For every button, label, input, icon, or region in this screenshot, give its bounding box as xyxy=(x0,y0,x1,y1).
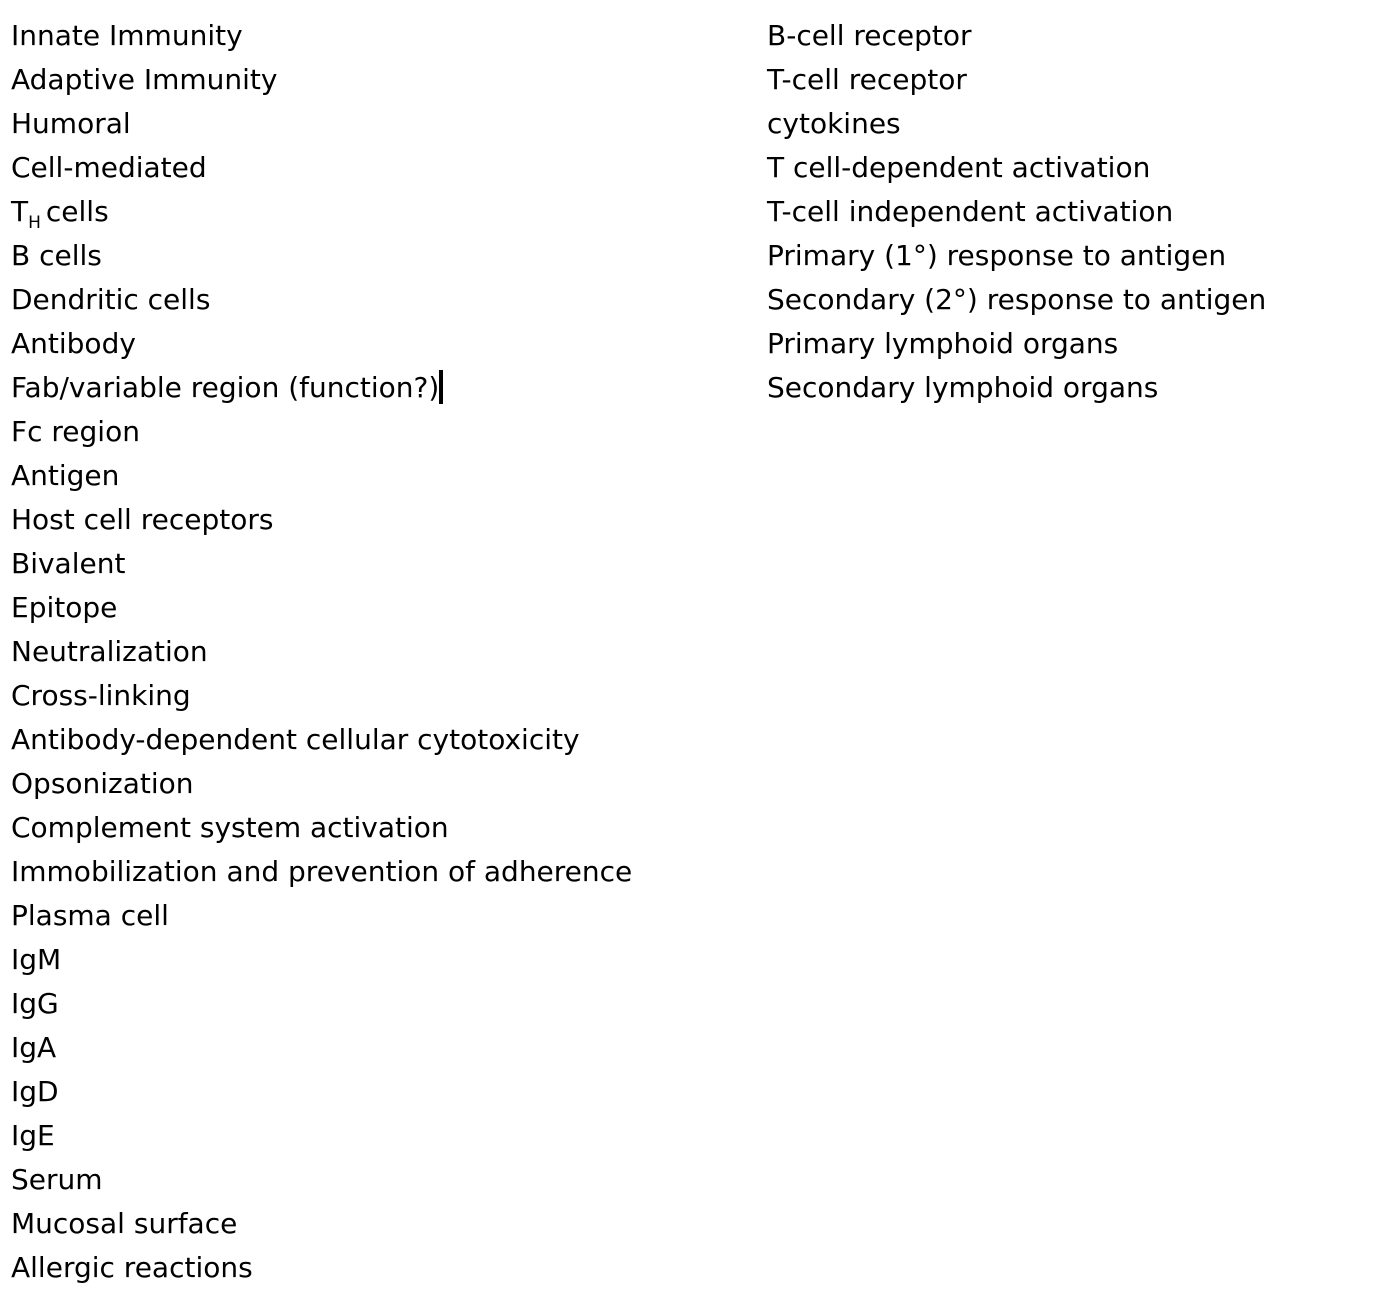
term-line[interactable]: Plasma cell xyxy=(11,899,169,932)
th-base: T xyxy=(11,195,29,228)
th-suffix: cells xyxy=(45,195,109,228)
term-line[interactable]: Dendritic cells xyxy=(11,283,211,316)
term-line[interactable]: Secondary (2°) response to antigen xyxy=(767,283,1267,316)
text-cursor xyxy=(439,370,443,404)
term-line[interactable]: Cell-mediated xyxy=(11,151,207,184)
term-line[interactable]: IgG xyxy=(11,987,59,1020)
term-line[interactable]: IgM xyxy=(11,943,62,976)
term-line[interactable]: Cross-linking xyxy=(11,679,191,712)
term-line[interactable]: Immobilization and prevention of adherence xyxy=(11,855,633,888)
term-line[interactable]: Mucosal surface xyxy=(11,1207,238,1240)
term-line[interactable]: Antigen xyxy=(11,459,120,492)
term-line[interactable]: T-cell receptor xyxy=(767,63,967,96)
term-line-th-cells[interactable] xyxy=(11,190,751,234)
term-line[interactable]: Bivalent xyxy=(11,547,126,580)
right-term-column xyxy=(767,14,1377,410)
term-line[interactable]: T-cell independent activation xyxy=(767,195,1174,228)
term-line[interactable]: Primary (1°) response to antigen xyxy=(767,239,1227,272)
term-line[interactable]: Antibody xyxy=(11,327,136,360)
term-line[interactable]: Innate Immunity xyxy=(11,19,243,52)
term-line[interactable]: T cell-dependent activation xyxy=(767,151,1151,184)
term-line[interactable]: Host cell receptors xyxy=(11,503,274,536)
th-subscript: H xyxy=(28,213,41,233)
term-line[interactable]: Adaptive Immunity xyxy=(11,63,278,96)
term-line[interactable]: Serum xyxy=(11,1163,103,1196)
term-line-with-caret[interactable] xyxy=(11,366,751,410)
term-line[interactable]: Allergic reactions xyxy=(11,1251,253,1284)
term-line[interactable]: cytokines xyxy=(767,107,901,140)
term-line[interactable]: Complement system activation xyxy=(11,811,449,844)
term-line[interactable]: Humoral xyxy=(11,107,131,140)
term-line[interactable]: Opsonization xyxy=(11,767,194,800)
term-line[interactable]: IgD xyxy=(11,1075,59,1108)
term-line[interactable]: B-cell receptor xyxy=(767,19,972,52)
left-term-column xyxy=(11,14,751,1290)
term-line[interactable]: IgA xyxy=(11,1031,57,1064)
term-line[interactable]: Primary lymphoid organs xyxy=(767,327,1119,360)
term-line[interactable]: Neutralization xyxy=(11,635,208,668)
term-line[interactable]: Antibody-dependent cellular cytotoxicity xyxy=(11,723,580,756)
term-line[interactable]: IgE xyxy=(11,1119,55,1152)
term-line[interactable]: Secondary lymphoid organs xyxy=(767,371,1159,404)
term-line[interactable]: Fc region xyxy=(11,415,140,448)
term-text: Fab/variable region (function?) xyxy=(11,371,440,404)
term-line[interactable]: B cells xyxy=(11,239,102,272)
term-line[interactable]: Epitope xyxy=(11,591,118,624)
